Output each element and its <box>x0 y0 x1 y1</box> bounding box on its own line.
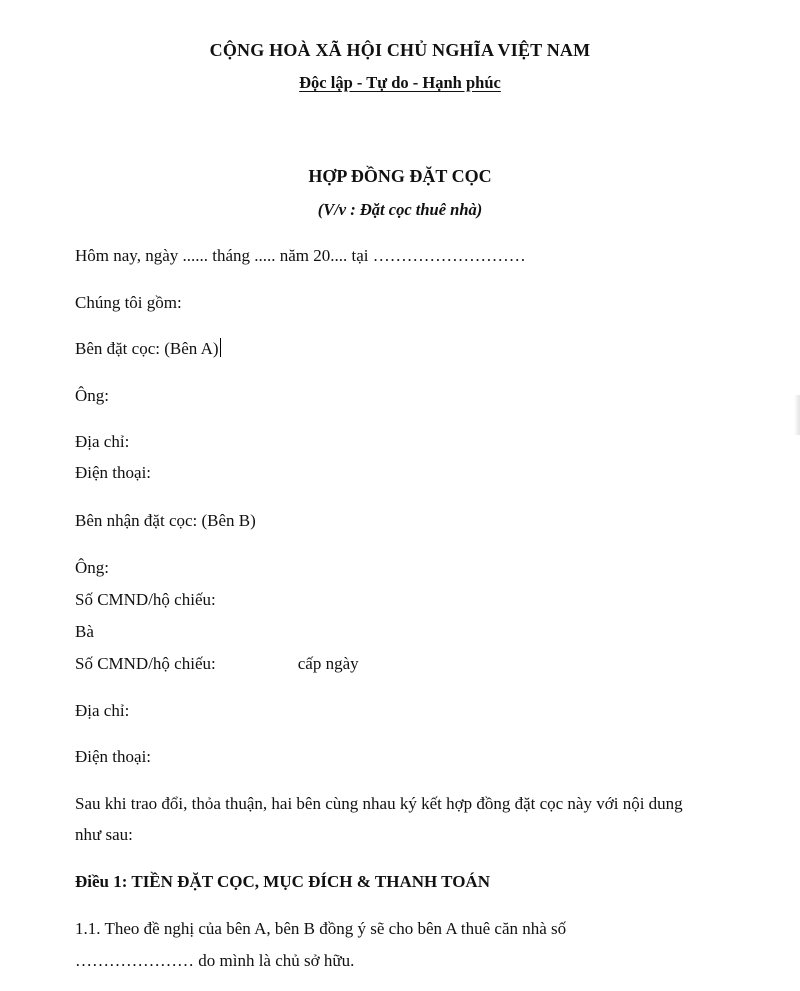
parties-intro[interactable]: Chúng tôi gồm: <box>75 293 182 312</box>
page-edge-shadow <box>794 395 800 435</box>
party-b-label[interactable]: Bên nhận đặt cọc: (Bên B) <box>75 511 256 530</box>
contract-title: HỢP ĐỒNG ĐẶT CỌC <box>308 166 492 186</box>
date-location-line[interactable]: Hôm nay, ngày ...... tháng ..... năm 20.... tại ……………………… <box>75 246 526 265</box>
party-b-issued: cấp ngày <box>297 654 359 673</box>
party-a-phone[interactable]: Điện thoại: <box>75 463 152 482</box>
party-a-mr[interactable]: Ông: <box>75 386 109 405</box>
agreement-line-1[interactable]: Sau khi trao đổi, thỏa thuận, hai bên cùng nhau ký kết hợp đồng đặt cọc này với nội dung <box>75 794 683 813</box>
text-cursor <box>220 338 222 357</box>
national-title: CỘNG HOÀ XÃ HỘI CHỦ NGHĨA VIỆT NAM <box>209 40 591 60</box>
party-b-id2-line[interactable] <box>75 653 359 675</box>
agreement-line-2[interactable]: như sau: <box>75 825 133 844</box>
party-a-label-line[interactable] <box>75 338 221 360</box>
party-b-id[interactable]: Số CMND/hộ chiếu: <box>75 590 216 609</box>
clause-1-1-line-2[interactable]: ………………… do mình là chủ sở hữu. <box>75 951 355 970</box>
party-b-address[interactable]: Địa chỉ: <box>75 701 130 720</box>
contract-subtitle: (V/v : Đặt cọc thuê nhà) <box>317 200 483 219</box>
national-motto: Độc lập - Tự do - Hạnh phúc <box>299 73 501 92</box>
party-b-phone[interactable]: Điện thoại: <box>75 747 152 766</box>
party-b-mrs[interactable]: Bà <box>75 622 94 641</box>
party-a-address[interactable]: Địa chỉ: <box>75 432 130 451</box>
party-b-id2: Số CMND/hộ chiếu: <box>75 654 216 673</box>
party-b-mr[interactable]: Ông: <box>75 558 109 577</box>
article-1-heading[interactable]: Điều 1: TIỀN ĐẶT CỌC, MỤC ĐÍCH & THANH TOÁN <box>75 872 490 891</box>
clause-1-1-line-1[interactable]: 1.1. Theo đề nghị của bên A, bên B đồng ý sẽ cho bên A thuê căn nhà số <box>75 919 567 938</box>
party-a-label: Bên đặt cọc: (Bên A) <box>75 339 219 358</box>
